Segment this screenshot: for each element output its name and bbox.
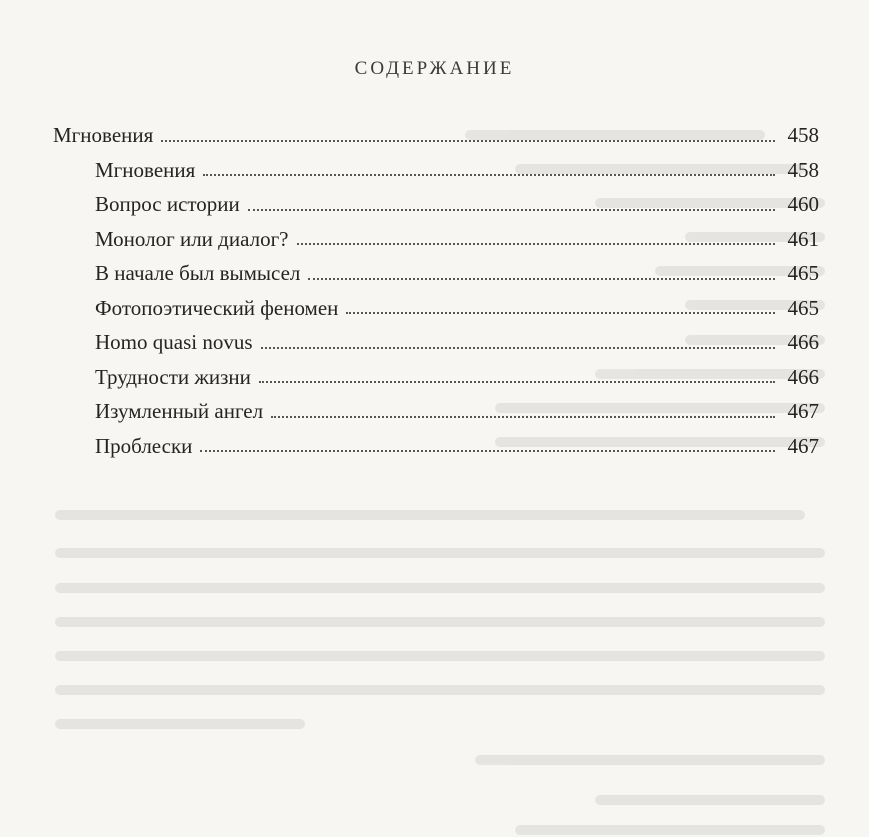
toc-entry[interactable] [53, 429, 819, 464]
toc-entry-title: Вопрос истории [95, 192, 240, 216]
toc-entry-page-number: 465 [787, 295, 819, 320]
dot-leader [261, 347, 776, 349]
toc-entry-title: Изумленный ангел [95, 399, 264, 423]
dot-leader [297, 243, 775, 245]
page-title: СОДЕРЖАНИЕ [354, 58, 515, 79]
toc-entry[interactable] [53, 360, 819, 395]
dot-leader [200, 450, 775, 452]
toc-entry-page-number: 465 [787, 261, 819, 285]
toc-entry[interactable] [53, 325, 819, 360]
table-of-contents [53, 118, 819, 463]
dot-leader [271, 416, 775, 418]
toc-entry-title: Мгновения [95, 157, 196, 182]
toc-entry-page-number: 461 [787, 226, 819, 251]
toc-entry-title: Проблески [95, 433, 193, 458]
dot-leader [259, 381, 775, 383]
toc-entry-page-number: 460 [787, 192, 819, 216]
toc-entry-page-number: 467 [787, 399, 819, 423]
toc-entry[interactable] [53, 291, 819, 326]
toc-entry-page-number: 467 [787, 433, 819, 458]
toc-entry[interactable] [53, 118, 819, 153]
toc-entry[interactable] [53, 153, 819, 188]
toc-entry-page-number: 458 [787, 123, 819, 147]
toc-entry-title: Фотопоэтический феномен [95, 295, 339, 320]
dot-leader [308, 278, 775, 280]
toc-entry[interactable] [53, 394, 819, 429]
toc-entry-title: В начале был вымысел [95, 261, 301, 285]
toc-entry-title: Мгновения [53, 123, 154, 147]
toc-entry-title: Homo quasi novus [95, 330, 253, 354]
dot-leader [203, 174, 775, 176]
toc-entry-page-number: 466 [787, 330, 819, 354]
toc-entry[interactable] [53, 187, 819, 222]
dot-leader [346, 312, 775, 314]
dot-leader [161, 140, 775, 142]
toc-entry-page-number: 458 [787, 157, 819, 182]
toc-entry[interactable] [53, 222, 819, 257]
toc-entry-title: Монолог или диалог? [95, 226, 289, 251]
toc-entry[interactable] [53, 256, 819, 291]
toc-entry-title: Трудности жизни [95, 364, 251, 389]
dot-leader [248, 209, 775, 211]
toc-entry-page-number: 466 [787, 364, 819, 389]
